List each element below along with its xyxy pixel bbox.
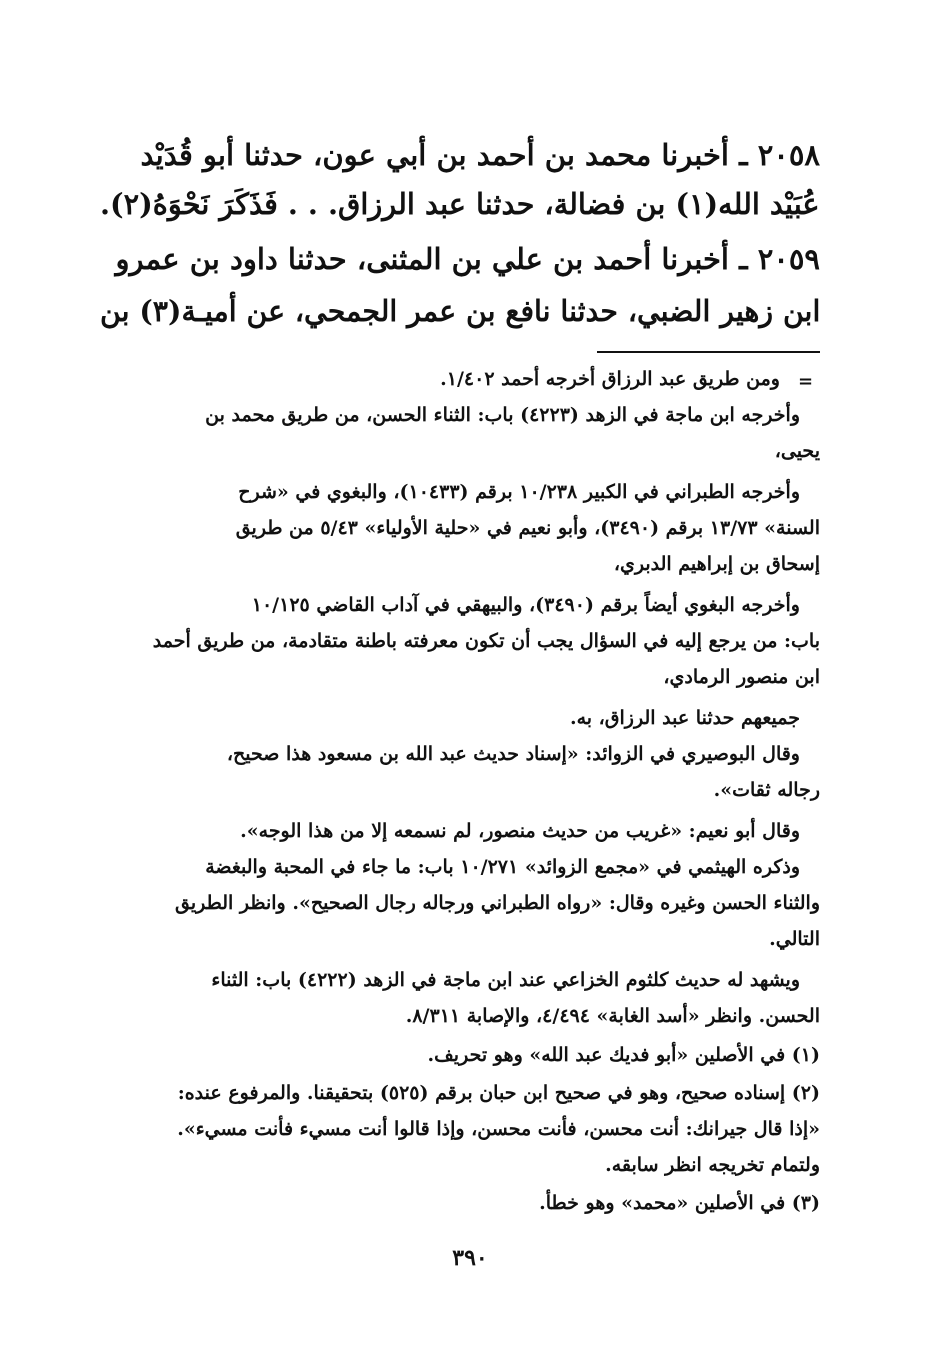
- commentary-line: يحيى،: [774, 440, 820, 462]
- commentary-line: جميعهم حدثنا عبد الرزاق، به.: [569, 707, 800, 729]
- commentary-line: السنة» ١٣/٧٣ برقم (٣٤٩٠)، وأبو نعيم في «حلية الأولياء» ٥/٤٣ من طريق: [235, 517, 820, 539]
- footnote-2-cont: «إذا قال جيرانك: أنت محسن، فأنت محسن، وإذا قالوا أنت مسيء فأنت مسيء».: [177, 1118, 820, 1140]
- continuation-mark: =: [798, 371, 814, 392]
- commentary-line: ابن منصور الرمادي،: [663, 666, 820, 688]
- commentary-line: وذكره الهيثمي في «مجمع الزوائد» ١٠/٢٧١ باب: ما جاء في المحبة والبغضة: [205, 856, 800, 878]
- commentary-line: ويشهد له حديث كلثوم الخزاعي عند ابن ماجة في الزهد (٤٢٢٢) باب: الثناء: [211, 969, 800, 991]
- commentary-line: وقال البوصيري في الزوائد: «إسناد حديث عبد الله بن مسعود هذا صحيح،: [226, 743, 800, 765]
- footnote-2-cont: ولتمام تخريجه انظر سابقه.: [605, 1154, 820, 1176]
- footnote-2: (٢) إسناده صحيح، وهو في صحيح ابن حبان برقم (٥٢٥) بتحقيقنا. والمرفوع عنده:: [177, 1082, 820, 1104]
- commentary-line: وقال أبو نعيم: «غريب من حديث منصور، لم نسمعه إلا من هذا الوجه».: [240, 820, 800, 842]
- footnote-3: (٣) في الأصلين «محمد» وهو خطأ.: [539, 1192, 820, 1214]
- commentary-line: رجاله ثقات».: [713, 779, 820, 801]
- main-text-line: ٢٠٥٨ ـ أخبرنا محمد بن أحمد بن أبي عون، حدثنا أبو قُدَيْد: [140, 138, 820, 172]
- main-text-line: ٢٠٥٩ ـ أخبرنا أحمد بن علي بن المثنى، حدثنا داود بن عمرو: [115, 242, 820, 276]
- commentary-line: وأخرجه البغوي أيضاً برقم (٣٤٩٠)، والبيهقي في آداب القاضي ١٠/١٢٥: [251, 594, 800, 616]
- main-text-line: ابن زهير الضبي، حدثنا نافع بن عمر الجمحي، عن أميـة(٣) بن: [99, 294, 821, 328]
- commentary-line: وأخرجه الطبراني في الكبير ١٠/٢٣٨ برقم (١٠٤٣٣)، والبغوي في «شرح: [238, 481, 800, 503]
- main-text-line: عُبَيْد الله(١) بن فضالة، حدثنا عبد الرزاق. . . فَذَكَرَ نَحْوَهُ(٢).: [100, 187, 820, 221]
- footnote-1: (١) في الأصلين «أبو فديك عبد الله» وهو تحريف.: [427, 1044, 820, 1066]
- commentary-line: الحسن. وانظر «أسد الغابة» ٤/٤٩٤، والإصابة ٨/٣١١.: [405, 1005, 820, 1027]
- page-number: ٣٩٠: [452, 1245, 488, 1271]
- commentary-line: وأخرجه ابن ماجة في الزهد (٤٢٢٣) باب: الثناء الحسن، من طريق محمد بن: [205, 404, 800, 426]
- commentary-line: التالي.: [769, 928, 820, 950]
- commentary-line: باب: من يرجع إليه في السؤال يجب أن تكون معرفته باطنة متقادمة، من طريق أحمد: [152, 630, 820, 652]
- commentary-line: والثناء الحسن وغيره وقال: «رواه الطبراني ورجاله رجال الصحيح». وانظر الطريق: [175, 892, 820, 914]
- commentary-line: إسحاق بن إبراهيم الدبري،: [613, 553, 820, 575]
- commentary-line: ومن طريق عبد الرزاق أخرجه أحمد ١/٤٠٢.: [440, 368, 780, 390]
- footnote-separator: [597, 351, 820, 353]
